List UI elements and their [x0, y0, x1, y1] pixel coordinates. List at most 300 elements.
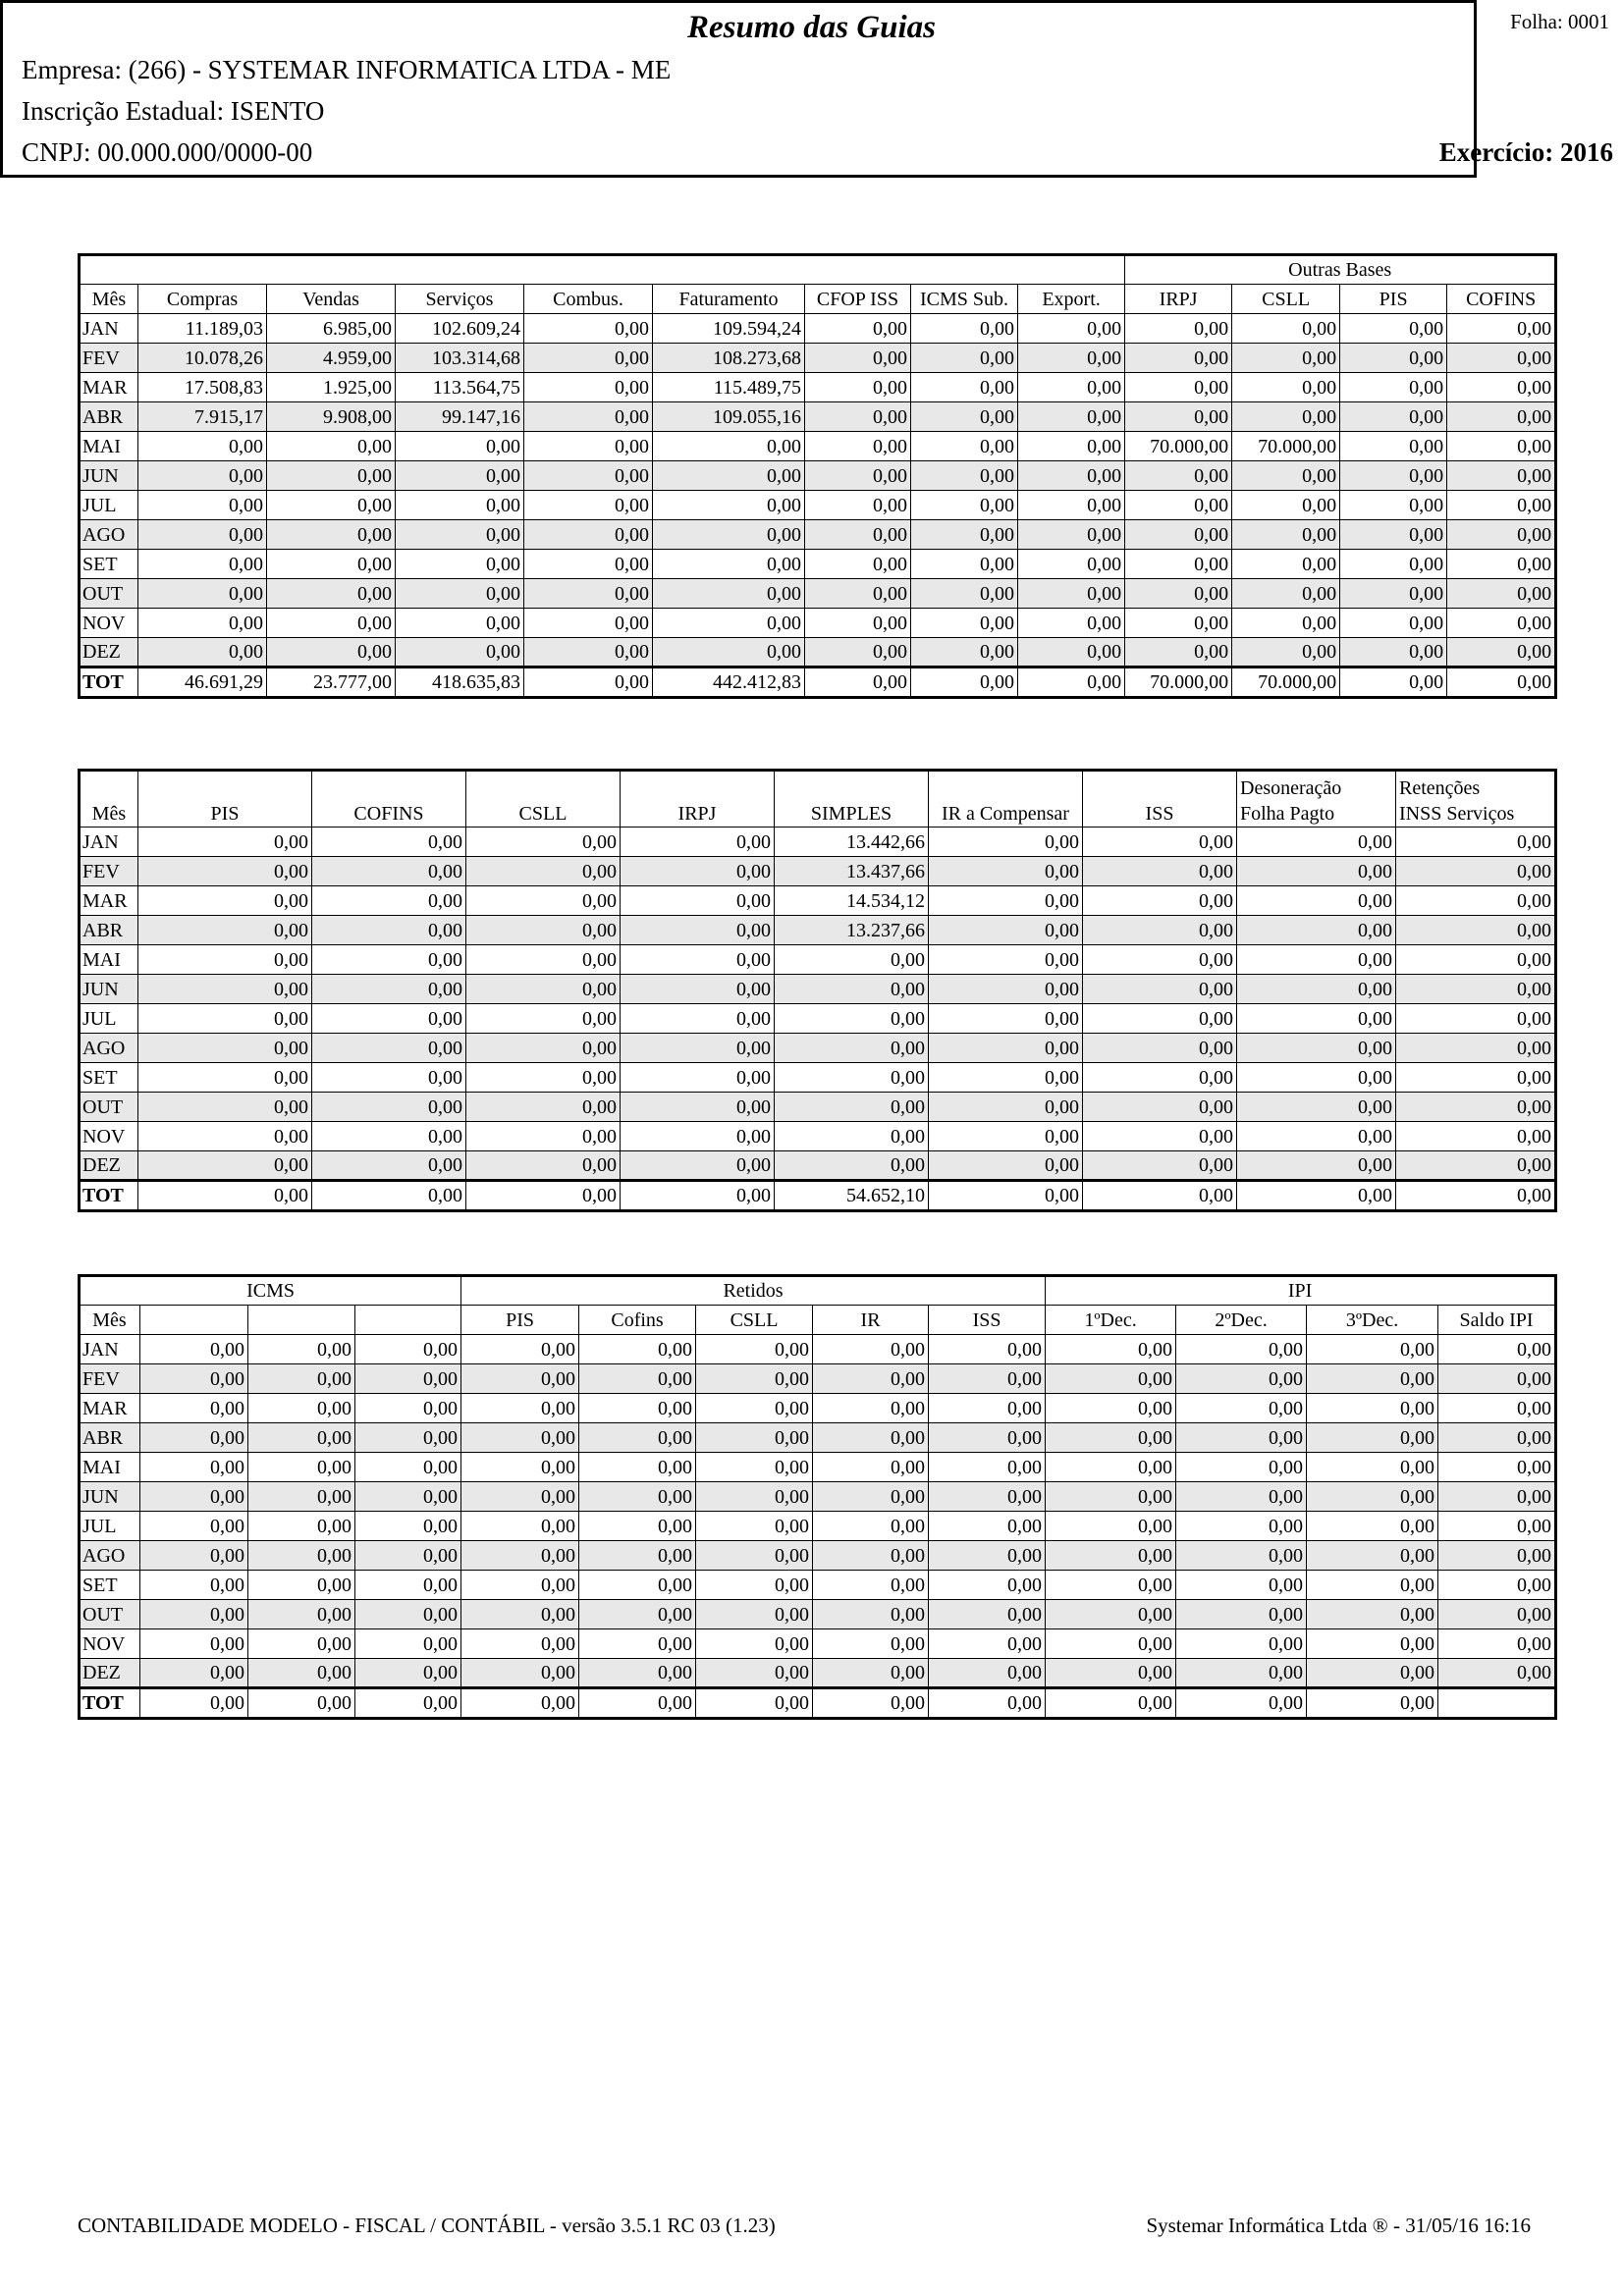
value-cell: 0,00 [138, 1122, 312, 1151]
value-cell: 0,00 [911, 491, 1018, 520]
value-cell: 0,00 [1396, 857, 1556, 886]
value-cell: 0,00 [138, 579, 267, 609]
value-cell: 0,00 [579, 1364, 696, 1394]
month-cell: NOV [80, 1629, 140, 1659]
value-cell: 0,00 [1340, 491, 1447, 520]
column-header: CSLL [696, 1306, 813, 1335]
value-cell: 0,00 [312, 1004, 466, 1034]
value-cell: 0,00 [1018, 461, 1125, 491]
table-row [80, 1659, 1556, 1688]
month-cell: SET [80, 550, 138, 579]
value-cell: 0,00 [1232, 609, 1340, 638]
value-cell: 6.985,00 [267, 314, 396, 344]
value-cell: 0,00 [1438, 1453, 1556, 1482]
value-cell: 0,00 [621, 1122, 775, 1151]
value-cell: 0,00 [1018, 520, 1125, 550]
total-cell: 0,00 [1083, 1181, 1237, 1211]
month-cell: JUN [80, 1482, 140, 1512]
value-cell: 0,00 [621, 1063, 775, 1093]
value-cell: 14.534,12 [775, 886, 929, 916]
value-cell: 0,00 [929, 1600, 1046, 1629]
value-cell: 0,00 [929, 1151, 1083, 1181]
column-header: 1ºDec. [1046, 1306, 1176, 1335]
value-cell: 0,00 [929, 1629, 1046, 1659]
value-cell: 0,00 [1083, 1034, 1237, 1063]
value-cell: 0,00 [1447, 314, 1556, 344]
value-cell: 0,00 [1125, 344, 1232, 373]
value-cell: 0,00 [461, 1571, 579, 1600]
value-cell: 0,00 [1232, 491, 1340, 520]
value-cell: 0,00 [138, 975, 312, 1004]
total-cell: 0,00 [696, 1688, 813, 1719]
value-cell: 0,00 [813, 1541, 929, 1571]
value-cell: 0,00 [355, 1364, 461, 1394]
month-cell: MAR [80, 373, 138, 402]
month-cell: DEZ [80, 638, 138, 667]
table-row [80, 1423, 1556, 1453]
value-cell: 0,00 [653, 638, 805, 667]
value-cell: 0,00 [1237, 1004, 1396, 1034]
value-cell: 0,00 [929, 1659, 1046, 1688]
value-cell: 0,00 [1232, 461, 1340, 491]
value-cell: 0,00 [621, 916, 775, 945]
value-cell: 0,00 [267, 432, 396, 461]
fiscal-year: Exercício: 2016 [1438, 137, 1613, 167]
value-cell: 0,00 [1176, 1364, 1307, 1394]
total-cell: 442.412,83 [653, 667, 805, 698]
table-row [80, 1600, 1556, 1629]
value-cell: 0,00 [1176, 1423, 1307, 1453]
month-cell: AGO [80, 1541, 140, 1571]
value-cell: 0,00 [312, 857, 466, 886]
value-cell: 0,00 [1396, 886, 1556, 916]
table-row [80, 1364, 1556, 1394]
column-header: IR [813, 1306, 929, 1335]
value-cell: 113.564,75 [396, 373, 524, 402]
value-cell: 0,00 [1396, 828, 1556, 857]
value-cell: 0,00 [929, 916, 1083, 945]
value-cell: 0,00 [138, 1004, 312, 1034]
month-cell: AGO [80, 1034, 138, 1063]
value-cell: 0,00 [1447, 461, 1556, 491]
value-cell: 0,00 [1232, 550, 1340, 579]
value-cell: 0,00 [805, 432, 911, 461]
value-cell: 0,00 [813, 1364, 929, 1394]
column-header-line2: COFINS [353, 803, 424, 825]
value-cell: 0,00 [461, 1541, 579, 1571]
column-header: Mês [80, 285, 138, 314]
value-cell: 0,00 [140, 1364, 248, 1394]
value-cell: 0,00 [1237, 945, 1396, 975]
value-cell: 0,00 [138, 520, 267, 550]
value-cell: 0,00 [140, 1423, 248, 1453]
total-row [80, 1688, 1556, 1719]
total-cell: 0,00 [461, 1688, 579, 1719]
column-header: Vendas [267, 285, 396, 314]
value-cell: 0,00 [1447, 373, 1556, 402]
column-header-line2: SIMPLES [810, 803, 893, 825]
month-cell: DEZ [80, 1659, 140, 1688]
value-cell: 0,00 [355, 1600, 461, 1629]
value-cell: 0,00 [1340, 609, 1447, 638]
value-cell: 0,00 [813, 1394, 929, 1423]
column-header: Saldo IPI [1438, 1306, 1556, 1335]
month-cell: JUL [80, 1512, 140, 1541]
value-cell: 0,00 [312, 1093, 466, 1122]
value-cell: 0,00 [355, 1482, 461, 1512]
retidos-group-label: Retidos [461, 1276, 1046, 1306]
value-cell: 0,00 [461, 1512, 579, 1541]
value-cell: 0,00 [1307, 1600, 1438, 1629]
value-cell: 0,00 [138, 916, 312, 945]
value-cell: 70.000,00 [1125, 432, 1232, 461]
value-cell: 0,00 [621, 1034, 775, 1063]
table-row [80, 1004, 1556, 1034]
column-header: IRPJ [1125, 285, 1232, 314]
value-cell: 0,00 [929, 1453, 1046, 1482]
value-cell: 0,00 [355, 1512, 461, 1541]
value-cell: 0,00 [1176, 1571, 1307, 1600]
value-cell: 0,00 [929, 1541, 1046, 1571]
value-cell: 0,00 [1125, 550, 1232, 579]
value-cell: 0,00 [267, 461, 396, 491]
column-header-line1: Desoneração [1240, 777, 1342, 799]
value-cell: 0,00 [396, 461, 524, 491]
value-cell: 0,00 [524, 461, 653, 491]
total-cell: 70.000,00 [1125, 667, 1232, 698]
value-cell: 0,00 [138, 1034, 312, 1063]
month-cell: ABR [80, 916, 138, 945]
total-cell: 23.777,00 [267, 667, 396, 698]
value-cell: 0,00 [396, 432, 524, 461]
value-cell: 0,00 [312, 1151, 466, 1181]
table-row [80, 579, 1556, 609]
table-row [80, 314, 1556, 344]
value-cell: 0,00 [813, 1659, 929, 1688]
value-cell: 0,00 [1176, 1541, 1307, 1571]
month-cell: OUT [80, 579, 138, 609]
outras-bases-label: Outras Bases [1125, 255, 1556, 285]
table-row [80, 520, 1556, 550]
table-row [80, 975, 1556, 1004]
value-cell: 0,00 [355, 1571, 461, 1600]
value-cell: 0,00 [929, 1034, 1083, 1063]
value-cell: 0,00 [267, 579, 396, 609]
value-cell: 0,00 [140, 1335, 248, 1364]
value-cell: 0,00 [248, 1335, 355, 1364]
table-row [80, 1512, 1556, 1541]
column-header: PIS [1340, 285, 1447, 314]
value-cell: 4.959,00 [267, 344, 396, 373]
month-cell: JAN [80, 828, 138, 857]
value-cell: 0,00 [1018, 609, 1125, 638]
value-cell: 0,00 [248, 1482, 355, 1512]
value-cell: 0,00 [396, 638, 524, 667]
month-cell: JUN [80, 461, 138, 491]
value-cell: 0,00 [1046, 1629, 1176, 1659]
value-cell: 0,00 [1396, 1151, 1556, 1181]
value-cell: 0,00 [1046, 1453, 1176, 1482]
table-row [80, 373, 1556, 402]
value-cell: 0,00 [813, 1453, 929, 1482]
value-cell: 0,00 [1125, 638, 1232, 667]
month-cell: DEZ [80, 1151, 138, 1181]
value-cell: 0,00 [1176, 1629, 1307, 1659]
value-cell: 0,00 [524, 520, 653, 550]
total-cell: 0,00 [911, 667, 1018, 698]
value-cell: 0,00 [1083, 1151, 1237, 1181]
value-cell: 115.489,75 [653, 373, 805, 402]
value-cell: 0,00 [1447, 491, 1556, 520]
value-cell: 0,00 [1447, 550, 1556, 579]
value-cell: 0,00 [1046, 1335, 1176, 1364]
column-header [140, 1306, 248, 1335]
column-header-line1: Retenções [1399, 777, 1481, 799]
value-cell: 0,00 [911, 373, 1018, 402]
table-row [80, 1034, 1556, 1063]
value-cell: 0,00 [1232, 373, 1340, 402]
month-cell: JUL [80, 1004, 138, 1034]
total-cell: 0,00 [929, 1688, 1046, 1719]
value-cell: 0,00 [466, 828, 621, 857]
column-header-line2: Folha Pagto [1240, 803, 1335, 825]
value-cell: 0,00 [1176, 1335, 1307, 1364]
month-cell: FEV [80, 344, 138, 373]
total-cell: 0,00 [621, 1181, 775, 1211]
total-cell: 46.691,29 [138, 667, 267, 698]
value-cell: 0,00 [267, 638, 396, 667]
company-name: Empresa: (266) - SYSTEMAR INFORMATICA LTDA - ME [22, 55, 672, 84]
value-cell: 0,00 [929, 1512, 1046, 1541]
column-header-line2: CSLL [518, 803, 568, 825]
value-cell: 0,00 [1125, 402, 1232, 432]
value-cell: 0,00 [775, 1004, 929, 1034]
value-cell: 0,00 [805, 520, 911, 550]
column-header: COFINS [1447, 285, 1556, 314]
table-row [80, 828, 1556, 857]
month-cell: MAI [80, 945, 138, 975]
column-header: Export. [1018, 285, 1125, 314]
month-cell: FEV [80, 857, 138, 886]
column-header: Combus. [524, 285, 653, 314]
table-row [80, 1482, 1556, 1512]
value-cell: 0,00 [1046, 1541, 1176, 1571]
value-cell: 0,00 [1176, 1512, 1307, 1541]
value-cell: 0,00 [621, 857, 775, 886]
value-cell: 0,00 [621, 1151, 775, 1181]
total-cell: 0,00 [813, 1688, 929, 1719]
value-cell: 13.442,66 [775, 828, 929, 857]
value-cell: 0,00 [1083, 1093, 1237, 1122]
total-cell: 418.635,83 [396, 667, 524, 698]
value-cell: 0,00 [1018, 579, 1125, 609]
value-cell: 0,00 [1232, 344, 1340, 373]
value-cell: 13.237,66 [775, 916, 929, 945]
value-cell: 0,00 [1438, 1659, 1556, 1688]
value-cell: 0,00 [138, 638, 267, 667]
column-header [929, 771, 1083, 828]
value-cell: 0,00 [579, 1659, 696, 1688]
column-header [466, 771, 621, 828]
value-cell: 0,00 [1083, 975, 1237, 1004]
month-cell: ABR [80, 402, 138, 432]
total-cell: 0,00 [248, 1688, 355, 1719]
value-cell: 0,00 [929, 1423, 1046, 1453]
value-cell: 0,00 [312, 828, 466, 857]
value-cell: 0,00 [911, 579, 1018, 609]
value-cell: 0,00 [1340, 461, 1447, 491]
value-cell: 0,00 [621, 1093, 775, 1122]
value-cell: 0,00 [1046, 1482, 1176, 1512]
value-cell: 0,00 [396, 609, 524, 638]
value-cell: 0,00 [1307, 1541, 1438, 1571]
value-cell: 0,00 [1046, 1571, 1176, 1600]
value-cell: 0,00 [524, 609, 653, 638]
table-row [80, 1541, 1556, 1571]
value-cell: 0,00 [140, 1394, 248, 1423]
column-header-line2: IR a Compensar [942, 803, 1069, 825]
value-cell: 0,00 [1438, 1364, 1556, 1394]
total-label: TOT [80, 667, 138, 698]
value-cell: 0,00 [1447, 402, 1556, 432]
value-cell: 0,00 [267, 550, 396, 579]
month-cell: JAN [80, 1335, 140, 1364]
value-cell: 0,00 [696, 1364, 813, 1394]
value-cell: 0,00 [929, 1394, 1046, 1423]
value-cell: 0,00 [140, 1629, 248, 1659]
column-header [138, 771, 312, 828]
value-cell: 0,00 [929, 975, 1083, 1004]
value-cell: 0,00 [696, 1394, 813, 1423]
value-cell: 109.594,24 [653, 314, 805, 344]
value-cell: 0,00 [396, 579, 524, 609]
value-cell: 0,00 [248, 1659, 355, 1688]
value-cell: 0,00 [775, 975, 929, 1004]
month-cell: NOV [80, 609, 138, 638]
value-cell: 0,00 [466, 857, 621, 886]
table-row [80, 432, 1556, 461]
value-cell: 0,00 [1232, 638, 1340, 667]
column-header: Serviços [396, 285, 524, 314]
month-cell: MAR [80, 886, 138, 916]
value-cell: 0,00 [1232, 402, 1340, 432]
value-cell: 0,00 [267, 609, 396, 638]
value-cell: 0,00 [929, 1093, 1083, 1122]
value-cell: 0,00 [1125, 373, 1232, 402]
value-cell: 0,00 [621, 1004, 775, 1034]
column-header-line2: PIS [210, 803, 240, 825]
column-header [248, 1306, 355, 1335]
value-cell: 0,00 [524, 579, 653, 609]
value-cell: 0,00 [524, 550, 653, 579]
value-cell: 0,00 [138, 828, 312, 857]
value-cell: 0,00 [805, 402, 911, 432]
value-cell: 0,00 [1018, 550, 1125, 579]
value-cell: 0,00 [1083, 1004, 1237, 1034]
value-cell: 0,00 [579, 1512, 696, 1541]
value-cell: 0,00 [248, 1364, 355, 1394]
column-header: 2ºDec. [1176, 1306, 1307, 1335]
value-cell: 0,00 [813, 1629, 929, 1659]
value-cell: 0,00 [579, 1600, 696, 1629]
value-cell: 0,00 [1438, 1482, 1556, 1512]
value-cell: 0,00 [929, 1004, 1083, 1034]
table-row [80, 1151, 1556, 1181]
value-cell: 0,00 [524, 638, 653, 667]
value-cell: 0,00 [312, 886, 466, 916]
value-cell: 0,00 [1046, 1600, 1176, 1629]
value-cell: 0,00 [1340, 344, 1447, 373]
total-cell: 0,00 [140, 1688, 248, 1719]
table-row [80, 1571, 1556, 1600]
value-cell: 0,00 [696, 1335, 813, 1364]
icms-retidos-ipi-table [78, 1274, 1557, 1720]
column-header [1083, 771, 1237, 828]
value-cell: 0,00 [929, 1482, 1046, 1512]
value-cell: 0,00 [461, 1482, 579, 1512]
value-cell: 0,00 [911, 402, 1018, 432]
column-header-line2: ISS [1145, 803, 1174, 825]
value-cell: 0,00 [138, 857, 312, 886]
table-row [80, 916, 1556, 945]
column-header-row [80, 1306, 1556, 1335]
value-cell: 0,00 [1083, 857, 1237, 886]
value-cell: 0,00 [140, 1541, 248, 1571]
value-cell: 0,00 [1018, 314, 1125, 344]
month-cell: NOV [80, 1122, 138, 1151]
total-cell: 0,00 [312, 1181, 466, 1211]
column-header [775, 771, 929, 828]
value-cell: 0,00 [696, 1541, 813, 1571]
value-cell: 0,00 [461, 1659, 579, 1688]
total-cell: 0,00 [466, 1181, 621, 1211]
table-row [80, 945, 1556, 975]
value-cell: 0,00 [805, 491, 911, 520]
value-cell: 0,00 [1340, 550, 1447, 579]
value-cell: 0,00 [1340, 402, 1447, 432]
value-cell: 0,00 [1232, 579, 1340, 609]
table-row [80, 1122, 1556, 1151]
value-cell: 0,00 [1340, 373, 1447, 402]
value-cell: 0,00 [775, 1063, 929, 1093]
value-cell: 0,00 [1232, 520, 1340, 550]
value-cell: 0,00 [911, 609, 1018, 638]
value-cell: 0,00 [1083, 1122, 1237, 1151]
value-cell: 0,00 [579, 1453, 696, 1482]
value-cell: 11.189,03 [138, 314, 267, 344]
value-cell: 0,00 [396, 550, 524, 579]
value-cell: 0,00 [1396, 975, 1556, 1004]
value-cell: 0,00 [805, 609, 911, 638]
value-cell: 0,00 [524, 344, 653, 373]
column-header [1396, 771, 1556, 828]
total-cell: 54.652,10 [775, 1181, 929, 1211]
value-cell: 0,00 [466, 1034, 621, 1063]
value-cell: 0,00 [621, 945, 775, 975]
value-cell: 0,00 [929, 1571, 1046, 1600]
value-cell: 0,00 [1018, 373, 1125, 402]
value-cell: 0,00 [138, 461, 267, 491]
value-cell: 0,00 [1176, 1659, 1307, 1688]
value-cell: 0,00 [138, 945, 312, 975]
value-cell: 0,00 [138, 609, 267, 638]
value-cell: 102.609,24 [396, 314, 524, 344]
value-cell: 0,00 [929, 1063, 1083, 1093]
value-cell: 0,00 [1340, 520, 1447, 550]
value-cell: 0,00 [1438, 1394, 1556, 1423]
value-cell: 0,00 [355, 1453, 461, 1482]
value-cell: 0,00 [911, 520, 1018, 550]
